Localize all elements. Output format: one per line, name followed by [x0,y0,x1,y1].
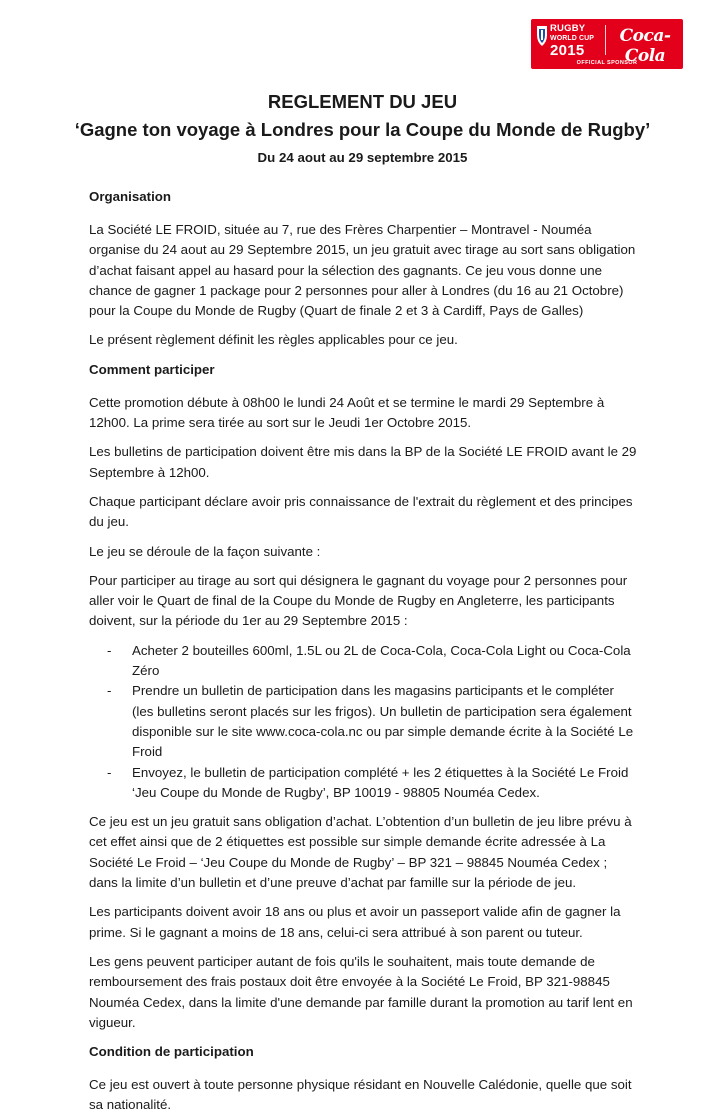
rugby-world-cup-emblem-icon [535,25,549,47]
page-subtitle: ‘Gagne ton voyage à Londres pour la Coupe du Monde de Rugby’ [74,119,651,140]
list-item: - Acheter 2 bouteilles 600ml, 1.5L ou 2L de Coca-Cola, Coca-Cola Light ou Coca-Cola Zéro [89,641,637,682]
coca-cola-wordmark: Coca-Cola [619,26,671,66]
document-body [74,88,651,1116]
participation-steps-list [89,641,637,803]
page-title: REGLEMENT DU JEU [267,91,458,112]
participer-paragraph-3: Chaque participant déclare avoir pris connaissance de l'extrait du règlement et des principes du jeu. [89,493,633,530]
participer-paragraph-2: Les bulletins de participation doivent être mis dans la BP de la Société LE FROID avant le 29 Septembre à 12h00. [89,444,637,480]
section-heading-comment-participer: Comment participer [89,361,215,377]
participer-paragraph-7: Les participants doivent avoir 18 ans ou plus et avoir un passeport valide afin de gagner la prime. Si le gagnant a moins de 18 ans, celui-ci sera attribué à son parent ou tuteur. [89,904,621,940]
rwc-year: 2015 [550,41,585,59]
participer-paragraph-6: Ce jeu est un jeu gratuit sans obligation d’achat. L’obtention d’un bulletin de jeu libre prévu à cet effet ainsi que de 2 étiquettes est possible sur simple demande écrite adressée à La Société Le Froid – ‘Jeu Coupe du Monde de Rugby’ – BP 321 – 98845 Nouméa Cedex ; dans la limite d’un bulletin et d’une preuve d’achat par famille sur la période de jeu. [89,814,632,891]
date-range: Du 24 aout au 29 septembre 2015 [257,150,468,165]
organisation-paragraph-1: La Société LE FROID, située au 7, rue des Frères Charpentier – Montravel - Nouméa organise du 24 aout au 29 Septembre 2015, un jeu gratuit avec tirage au sort sans obligation d’achat faisant appel au hasard pour la sélection des gagnants. Ce jeu vous donne une chance de gagner 1 package pour 2 personnes pour aller à Londres (du 16 au 21 Octobre) pour la Coupe du Monde de Rugby (Quart de finale 2 et 3 à Cardiff, Pays de Galles) [89,222,636,319]
participer-paragraph-4: Le jeu se déroule de la façon suivante : [89,543,321,559]
section-heading-condition: Condition de participation [89,1044,254,1060]
official-sponsor-label: OFFICIAL SPONSOR [576,60,638,66]
section-heading-organisation: Organisation [89,189,172,204]
sponsor-logo [531,19,683,69]
participer-paragraph-5: Pour participer au tirage au sort qui désignera le gagnant du voyage pour 2 personnes pour aller voir le Quart de final de la Coupe du Monde de Rugby en Angleterre, les participants doivent, sur la période du 1er au 29 Septembre 2015 : [89,572,628,629]
list-item: - Prendre un bulletin de participation dans les magasins participants et le compléter (les bulletins seront placés sur les frigos). Un bulletin de participation sera également disponible sur le site www.coca-cola.nc ou par simple demande écrite à la Société Le Froid [89,681,637,762]
logo-divider [605,25,606,55]
participer-paragraph-1: Cette promotion débute à 08h00 le lundi 24 Août et se termine le mardi 29 Septembre à 12h00. La prime sera tirée au sort sur le Jeudi 1er Octobre 2015. [89,394,605,431]
rwc-line2: WORLD CUP [550,34,595,42]
participer-paragraph-8: Les gens peuvent participer autant de fois qu'ils le souhaitent, mais toute demande de remboursement des frais postaux doit être envoyée à la Société Le Froid, BP 321-98845 Nouméa Cedex, dans la limite d'une demande par famille durant la promotion au tarif lent en vigueur. [89,953,633,1030]
rwc-line1: RUGBY [550,23,586,34]
condition-paragraph-1: Ce jeu est ouvert à toute personne physique résidant en Nouvelle Calédonie, quelle que soit sa nationalité. [89,1077,632,1113]
organisation-paragraph-2: Le présent règlement définit les règles applicables pour ce jeu. [89,332,458,348]
rwc-wordmark [550,24,602,58]
list-item: - Envoyez, le bulletin de participation complété + les 2 étiquettes à la Société Le Froid ‘Jeu Coupe du Monde de Rugby’, BP 10019 - 98805 Nouméa Cedex. [89,763,637,804]
